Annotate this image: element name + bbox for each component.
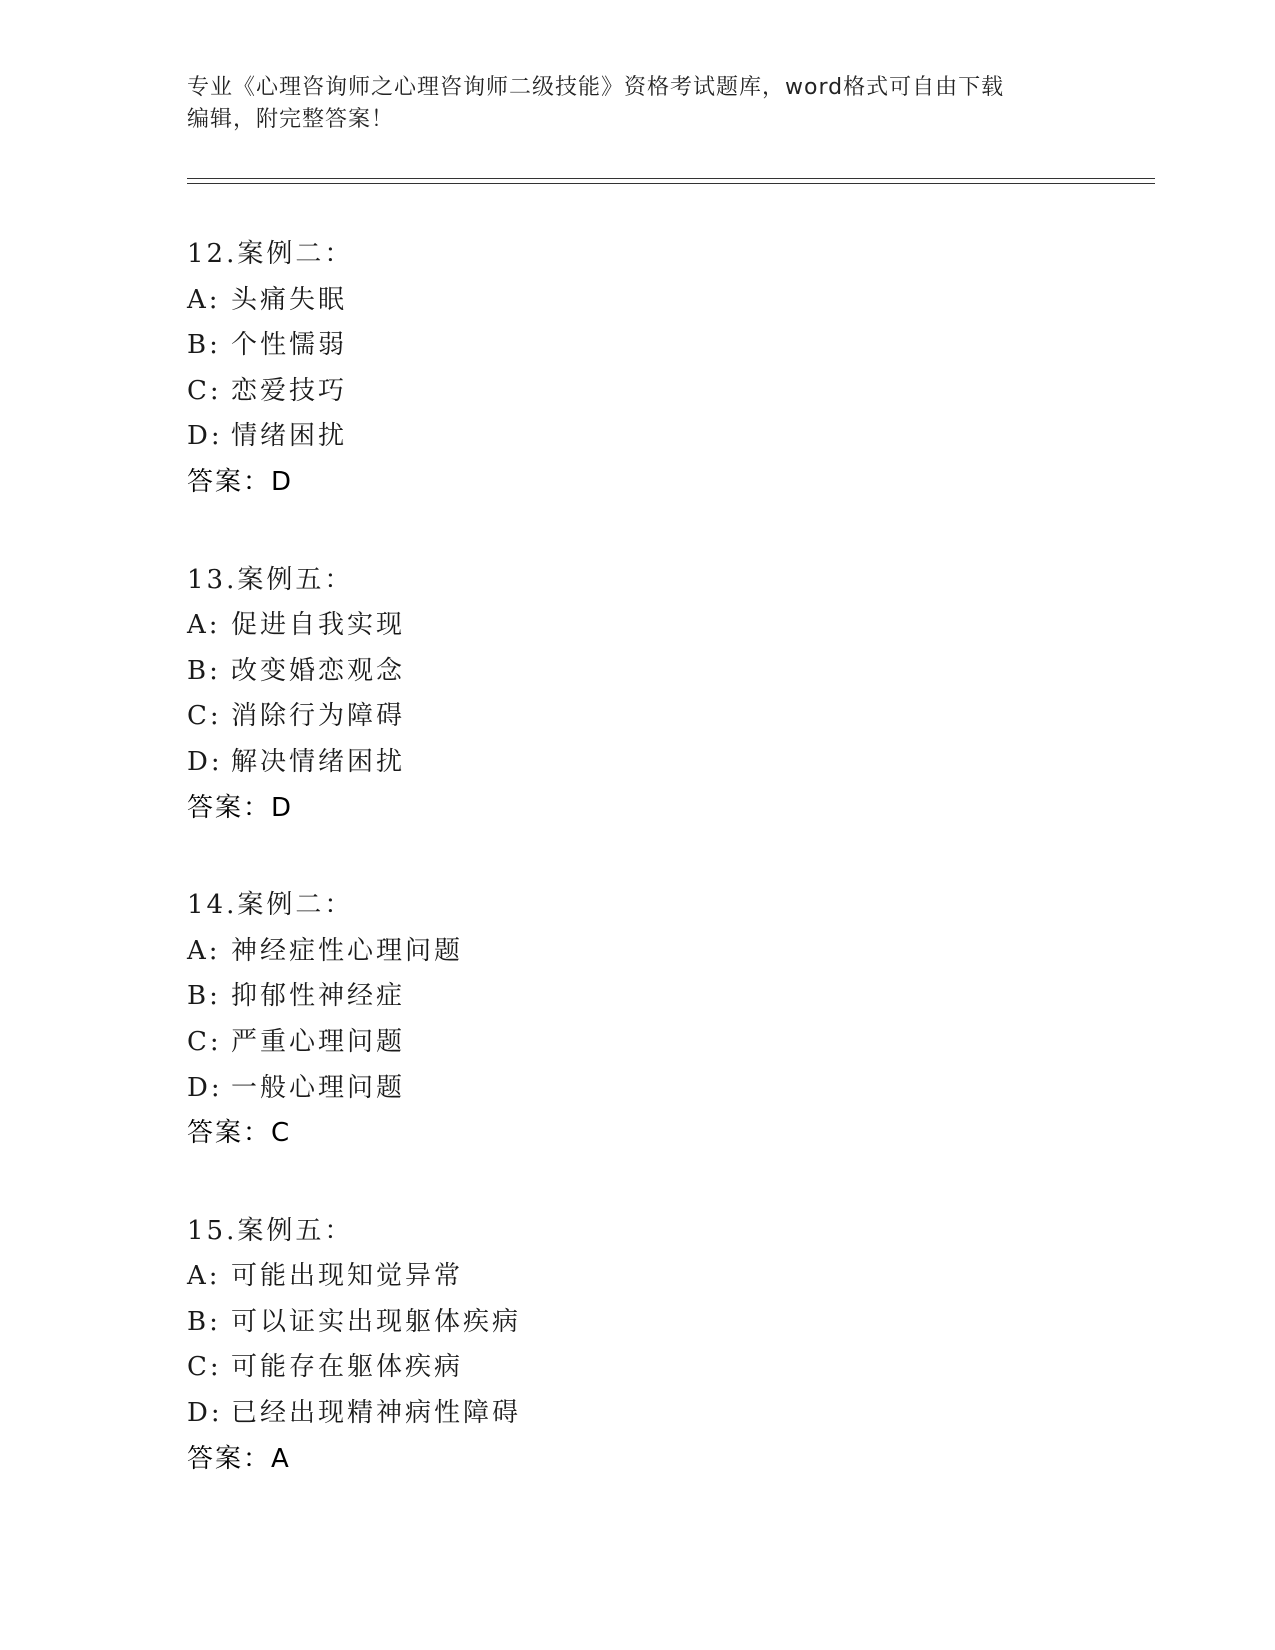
option-letter: B: (187, 1306, 221, 1337)
option-text: 情绪困扰 (231, 421, 348, 452)
header-divider-bottom (187, 183, 1155, 184)
option-letter: A: (187, 1261, 221, 1292)
option-c (187, 369, 1137, 415)
option-text: 已经出现精神病性障碍 (231, 1398, 522, 1429)
option-letter: D: (187, 746, 223, 777)
option-c (187, 1020, 1137, 1066)
option-text: 改变婚恋观念 (231, 655, 406, 686)
option-text: 头痛失眠 (231, 284, 348, 315)
option-c (187, 1345, 1137, 1391)
option-letter: B: (187, 330, 221, 361)
option-a (187, 1254, 1137, 1300)
option-letter: A: (187, 935, 221, 966)
option-a (187, 603, 1137, 649)
option-text: 解决情绪困扰 (231, 746, 406, 777)
answer-line: 答案：D (187, 792, 294, 823)
answer-line: 答案：C (187, 1118, 292, 1149)
option-text: 可能存在躯体疾病 (231, 1352, 464, 1383)
header-divider-top (187, 178, 1155, 179)
option-b (187, 323, 1137, 369)
option-b (187, 974, 1137, 1020)
question-list (187, 232, 1137, 1534)
option-letter: A: (187, 284, 221, 315)
header-line-1: 专业《心理咨询师之心理咨询师二级技能》资格考试题库，word格式可自由下载 (187, 75, 1005, 100)
question-stem: 12.案例二： (187, 239, 354, 269)
option-letter: D: (187, 1072, 223, 1103)
option-text: 抑郁性神经症 (231, 981, 406, 1012)
option-text: 消除行为障碍 (231, 701, 406, 732)
option-text: 促进自我实现 (231, 610, 406, 641)
option-text: 可能出现知觉异常 (231, 1261, 464, 1292)
option-letter: B: (187, 655, 221, 686)
option-text: 恋爱技巧 (231, 375, 348, 406)
option-d (187, 1391, 1137, 1437)
option-d (187, 740, 1137, 786)
option-d (187, 414, 1137, 460)
option-letter: B: (187, 981, 221, 1012)
option-c (187, 694, 1137, 740)
header-line-2: 编辑，附完整答案！ (187, 107, 395, 132)
option-text: 一般心理问题 (231, 1072, 406, 1103)
option-a (187, 278, 1137, 324)
option-b (187, 649, 1137, 695)
option-letter: D: (187, 421, 223, 452)
answer-line: 答案：A (187, 1443, 291, 1474)
option-text: 严重心理问题 (231, 1026, 406, 1057)
question-15 (187, 1209, 1137, 1483)
option-letter: D: (187, 1398, 223, 1429)
question-stem: 14.案例二： (187, 890, 354, 921)
option-letter: C: (187, 1352, 222, 1383)
document-header (187, 72, 1087, 136)
option-letter: C: (187, 701, 222, 732)
option-text: 神经症性心理问题 (231, 935, 464, 966)
option-letter: C: (187, 1026, 222, 1057)
question-12 (187, 232, 1137, 506)
option-a (187, 929, 1137, 975)
question-13 (187, 558, 1137, 832)
option-d (187, 1066, 1137, 1112)
answer-line: 答案：D (187, 466, 294, 497)
option-b (187, 1300, 1137, 1346)
question-14 (187, 883, 1137, 1157)
question-stem: 15.案例五： (187, 1215, 354, 1246)
question-stem: 13.案例五： (187, 564, 354, 595)
option-text: 可以证实出现躯体疾病 (231, 1306, 522, 1337)
option-letter: C: (187, 375, 222, 406)
option-text: 个性懦弱 (231, 330, 348, 361)
option-letter: A: (187, 610, 221, 641)
